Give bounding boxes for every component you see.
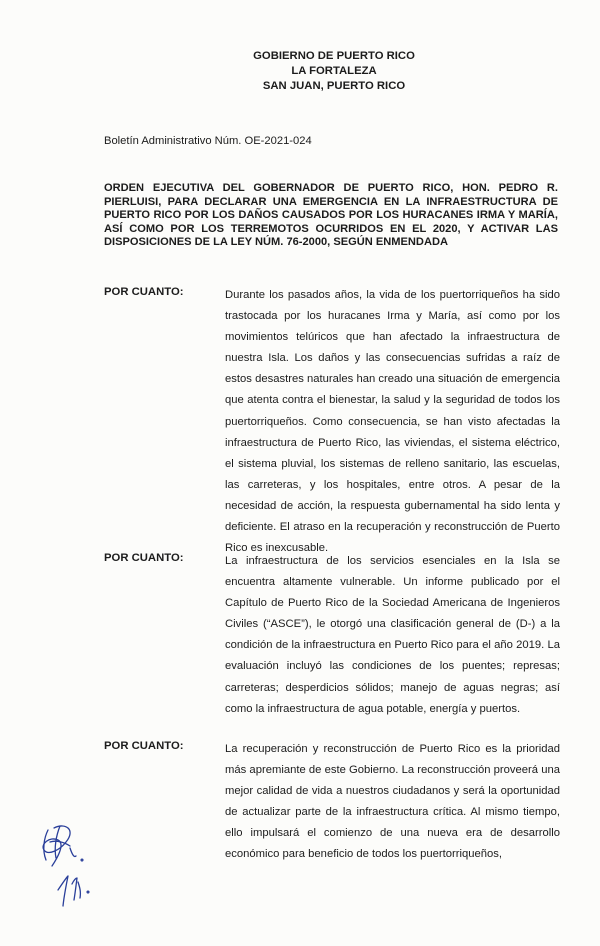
clause-label: POR CUANTO:	[104, 286, 184, 298]
clause-label: POR CUANTO:	[104, 740, 184, 752]
government-header	[0, 49, 600, 94]
header-line-city: SAN JUAN, PUERTO RICO	[262, 80, 406, 92]
clause-text: Durante los pasados años, la vida de los puertorriqueños ha sido trastocada por los huracanes Irma y María, así como por los movimientos telúricos que han afectado la infraestructura de nuestra Isla. Los daños y las consecuencias sufridas a raíz de estos desastres naturales han creado una situación de emergencia que atenta contra el bienestar, la salud y la seguridad de todos los puertorriqueños. Como consecuencia, se han visto afectadas la infraestructura de Puerto Rico, las viviendas, el sistema eléctrico, el sistema pluvial, los sistemas de relleno sanitario, las escuelas, las carreteras, y los hospitales, entre otros. A pesar de la necesidad de acción, la respuesta gubernamental ha sido lenta y deficiente. El atraso en la recuperación y reconstrucción de Puerto Rico es inexcusable.	[225, 289, 560, 555]
header-line-government: GOBIERNO DE PUERTO RICO	[253, 50, 415, 62]
executive-order-title: ORDEN EJECUTIVA DEL GOBERNADOR DE PUERTO RICO, HON. PEDRO R. PIERLUISI, PARA DECLARAR UNA EMERGENCIA EN LA INFRAESTRUCTURA DE PUERTO RICO POR LOS DAÑOS CAUSADOS POR LOS HURACANES IRMA Y MARÍA, ASÍ COMO POR LOS TERREMOTOS OCURRIDOS EN EL 2020, Y ACTIVAR LAS DISPOSICIONES DE LA LEY NÚM. 76-2000, SEGÚN ENMENDADA	[104, 182, 558, 249]
clause-label: POR CUANTO:	[104, 552, 184, 564]
initials-signature-icon	[36, 820, 106, 920]
bulletin-number: Boletín Administrativo Núm. OE-2021-024	[104, 135, 312, 147]
clause-text: La infraestructura de los servicios esenciales en la Isla se encuentra altamente vulnerable. Un informe publicado por el Capítulo de Puerto Rico de la Sociedad Americana de Ingenieros Civiles (“ASCE”), le otorgó una clasificación general de (D-) a la condición de la infraestructura en Puerto Rico para el año 2019. La evaluación incluyó las condiciones de los puentes; represas; carreteras; desperdicios sólidos; manejo de aguas negras; así como la infraestructura de agua potable, energía y puertos.	[225, 555, 560, 715]
header-line-fortaleza: LA FORTALEZA	[291, 65, 377, 77]
clause-text: La recuperación y reconstrucción de Puerto Rico es la prioridad más apremiante de este Gobierno. La reconstrucción proveerá una mejor calidad de vida a nuestros ciudadanos y será la oportunidad de actualizar parte de la infraestructura crítica. Al mismo tiempo, ello impulsará el comienzo de una nueva era de desarrollo económico para beneficio de todos los puertorriqueños,	[225, 743, 560, 861]
